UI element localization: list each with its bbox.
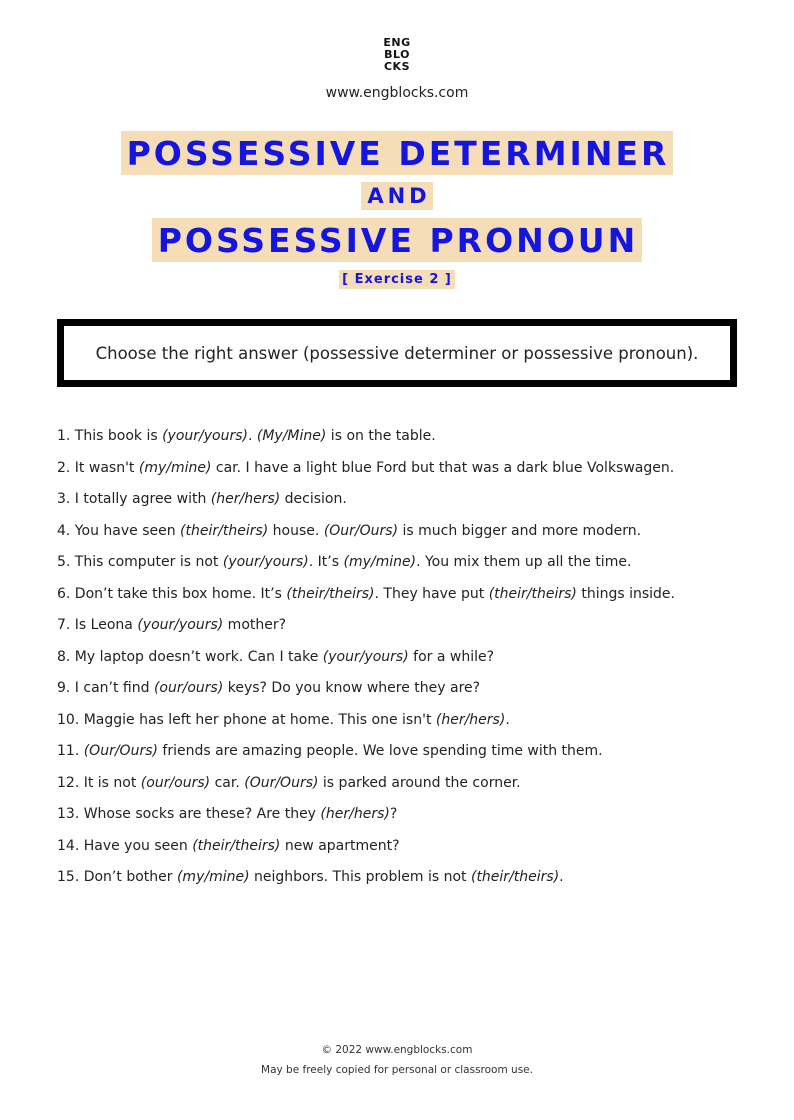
- item-text: 9. I can’t find: [57, 680, 154, 696]
- item-text: 5. This computer is not: [57, 554, 223, 570]
- item-text: 15. Don’t bother: [57, 869, 177, 885]
- exercise-item: [57, 804, 757, 836]
- exercise-item: [57, 458, 757, 490]
- exercise-item: [57, 836, 757, 868]
- item-text: 12. It is not: [57, 774, 141, 791]
- answer-choice: (her/hers): [210, 491, 281, 507]
- title-line-1: [0, 131, 794, 175]
- item-text: .: [559, 869, 564, 885]
- engblocks-logo: [0, 37, 794, 73]
- logo-line: BLO: [384, 48, 410, 61]
- item-text: 4. You have seen: [57, 522, 181, 539]
- exercise-label: [0, 268, 794, 289]
- exercise-list: [57, 426, 757, 899]
- answer-choice: (her/hers): [435, 711, 506, 728]
- item-text: 8. My laptop doesn’t work. Can I take: [57, 648, 323, 665]
- item-text: 2. It wasn't: [57, 459, 139, 476]
- exercise-item: [57, 773, 757, 805]
- answer-choice: (my/mine): [138, 459, 212, 476]
- title-text: POSSESSIVE PRONOUN: [152, 218, 642, 262]
- item-text: .: [505, 711, 510, 728]
- exercise-item: [57, 552, 757, 584]
- item-text: .: [247, 428, 257, 444]
- item-text: decision.: [280, 491, 347, 507]
- site-url[interactable]: www.engblocks.com: [325, 85, 469, 101]
- answer-choice: (their/theirs): [470, 869, 560, 885]
- title-text: POSSESSIVE DETERMINER: [121, 131, 674, 175]
- exercise-item: [57, 426, 757, 458]
- title-line-3: [0, 218, 794, 262]
- answer-choice: (your/yours): [162, 428, 248, 444]
- item-text: friends are amazing people. We love spending time with them.: [157, 743, 603, 759]
- item-text: mother?: [223, 617, 287, 633]
- item-text: for a while?: [408, 648, 495, 665]
- exercise-item: [57, 647, 757, 679]
- answer-choice: (Our/Ours): [83, 743, 158, 759]
- item-text: neighbors. This problem is not: [249, 869, 471, 885]
- exercise-item: [57, 741, 757, 773]
- item-text: 6. Don’t take this box home. It’s: [57, 585, 287, 602]
- logo-line: ENG: [383, 36, 411, 49]
- item-text: 1. This book is: [57, 428, 163, 444]
- item-text: 11.: [57, 743, 84, 759]
- answer-choice: (my/mine): [343, 554, 417, 570]
- answer-choice: (her/hers): [320, 806, 390, 822]
- answer-choice: (their/theirs): [286, 585, 375, 602]
- item-text: is parked around the corner.: [318, 774, 521, 791]
- item-text: car.: [210, 774, 245, 791]
- answer-choice: (our/ours): [153, 680, 224, 696]
- answer-choice: (your/yours): [222, 554, 309, 570]
- footer-note: May be freely copied for personal or classroom use.: [261, 1064, 533, 1076]
- item-text: 3. I totally agree with: [57, 491, 211, 507]
- logo-line: CKS: [383, 60, 411, 73]
- item-text: things inside.: [576, 585, 675, 602]
- answer-choice: (your/yours): [322, 648, 409, 665]
- item-text: . You mix them up all the time.: [416, 554, 632, 570]
- title-line-2: [0, 182, 794, 210]
- item-text: . It’s: [308, 554, 344, 570]
- item-text: is on the table.: [326, 428, 436, 444]
- exercise-item: [57, 710, 757, 742]
- answer-choice: (Our/Ours): [323, 522, 399, 539]
- item-text: ?: [389, 806, 398, 822]
- exercise-item: [57, 615, 757, 647]
- item-text: 10. Maggie has left her phone at home. This one isn't: [57, 711, 436, 728]
- answer-choice: (their/theirs): [180, 522, 269, 539]
- item-text: house.: [268, 522, 324, 539]
- answer-choice: (my/mine): [176, 869, 250, 885]
- exercise-item: [57, 867, 757, 899]
- answer-choice: (your/yours): [137, 617, 224, 633]
- footer-copyright: © 2022 www.engblocks.com: [321, 1044, 473, 1056]
- exercise-item: [57, 489, 757, 521]
- item-text: 7. Is Leona: [57, 617, 138, 633]
- instruction-text: Choose the right answer (possessive determiner or possessive pronoun).: [95, 343, 699, 363]
- item-text: is much bigger and more modern.: [398, 522, 642, 539]
- item-text: keys? Do you know where they are?: [223, 680, 481, 696]
- exercise-item: [57, 521, 757, 553]
- answer-choice: (our/ours): [140, 774, 211, 791]
- item-text: 13. Whose socks are these? Are they: [57, 806, 321, 822]
- item-text: 14. Have you seen: [57, 837, 193, 854]
- item-text: new apartment?: [280, 837, 400, 854]
- instruction-box: [57, 319, 737, 387]
- item-text: car. I have a light blue Ford but that was a dark blue Volkswagen.: [211, 459, 675, 476]
- answer-choice: (My/Mine): [256, 428, 327, 444]
- title-text: AND: [361, 182, 432, 210]
- answer-choice: (Our/Ours): [244, 774, 319, 791]
- exercise-item: [57, 678, 757, 710]
- answer-choice: (their/theirs): [192, 837, 281, 854]
- exercise-text: [ Exercise 2 ]: [339, 270, 455, 289]
- answer-choice: (their/theirs): [488, 585, 577, 602]
- item-text: . They have put: [374, 585, 489, 602]
- exercise-item: [57, 584, 757, 616]
